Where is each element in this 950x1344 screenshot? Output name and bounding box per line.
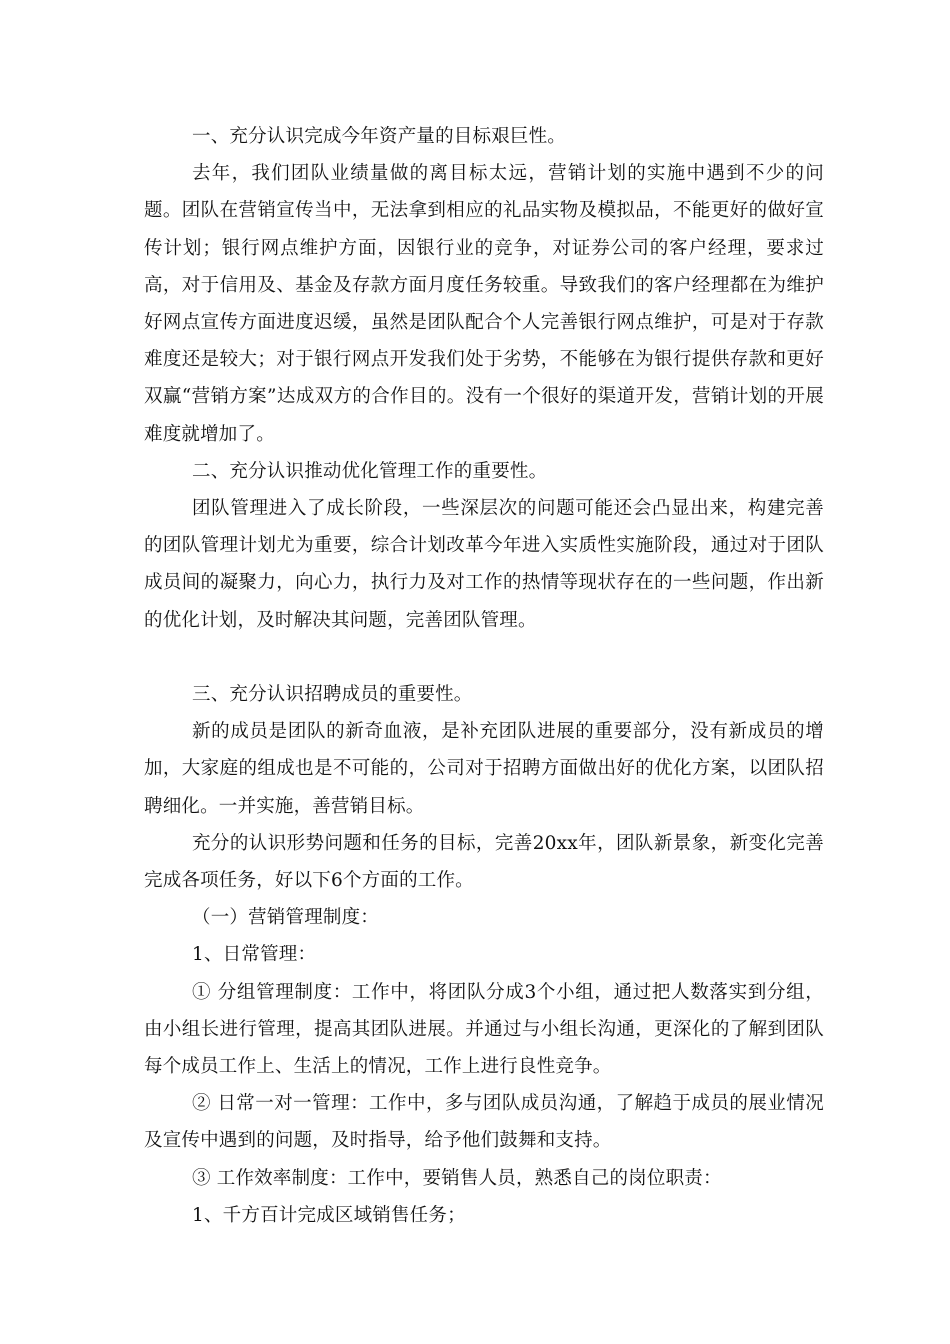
paragraph-last-year-problems: 去年，我们团队业绩量做的离目标太远，营销计划的实施中遇到不少的问题。团队在营销宣传当中，无法拿到相应的礼品实物及模拟品，不能更好的做好宣传计划；银行网点维护方面，因银行业的竞争，对证券公司的客户经理，要求过高，对于信用及、基金及存款方面月度任务较重。导致我们的客户经理都在为维护好网点宣传方面进度迟缓，虽然是团队配合个人完善银行网点维护，可是对于存款难度还是较大；对于银行网点开发我们处于劣势，不能够在为银行提供存款和更好双赢“营销方案”达成双方的合作目的。没有一个很好的渠道开发，营销计划的开展难度就增加了。 bbox=[144, 163, 824, 445]
section-heading-1: 一、充分认识完成今年资产量的目标艰巨性。 bbox=[192, 126, 567, 147]
paragraph-six-aspects: 充分的认识形势问题和任务的目标，完善20xx年，团队新景象，新变化完善完成各项任务，好以下6个方面的工作。 bbox=[144, 832, 824, 892]
paragraph-efficiency-system: ③ 工作效率制度：工作中，要销售人员，熟悉自己的岗位职责： bbox=[192, 1167, 722, 1189]
paragraph-one-on-one: ② 日常一对一管理：工作中，多与团队成员沟通，了解趋于成员的展业情况及宣传中遇到的问题，及时指导，给予他们鼓舞和支持。 bbox=[144, 1093, 824, 1152]
paragraph-group-management: ① 分组管理制度：工作中，将团队分成3个小组，通过把人数落实到分组，由小组长进行管理，提高其团队进展。并通过与小组长沟通，更深化的了解到团队每个成员工作上、生活上的情况，工作上进行良性竞争。 bbox=[144, 981, 824, 1078]
subheading-daily-management: 1、日常管理： bbox=[192, 944, 317, 966]
document-body bbox=[144, 118, 824, 1234]
subheading-marketing-system: （一）营销管理制度： bbox=[192, 907, 380, 929]
paragraph-recruitment: 新的成员是团队的新奇血液，是补充团队进展的重要部分，没有新成员的增加，大家庭的组成也是不可能的，公司对于招聘方面做出好的优化方案，以团队招聘细化。一并实施，善营销目标。 bbox=[144, 721, 824, 817]
blank-line bbox=[144, 639, 824, 676]
list-item-sales-task: 1、千方百计完成区域销售任务； bbox=[192, 1204, 466, 1226]
section-heading-2: 二、充分认识推动优化管理工作的重要性。 bbox=[192, 460, 548, 482]
section-heading-3: 三、充分认识招聘成员的重要性。 bbox=[192, 684, 473, 706]
paragraph-team-management: 团队管理进入了成长阶段，一些深层次的问题可能还会凸显出来，构建完善的团队管理计划尤为重要，综合计划改革今年进入实质性实施阶段，通过对于团队成员间的凝聚力，向心力，执行力及对工作的热情等现状存在的一些问题，作出新的优化计划，及时解决其问题，完善团队管理。 bbox=[144, 498, 824, 631]
